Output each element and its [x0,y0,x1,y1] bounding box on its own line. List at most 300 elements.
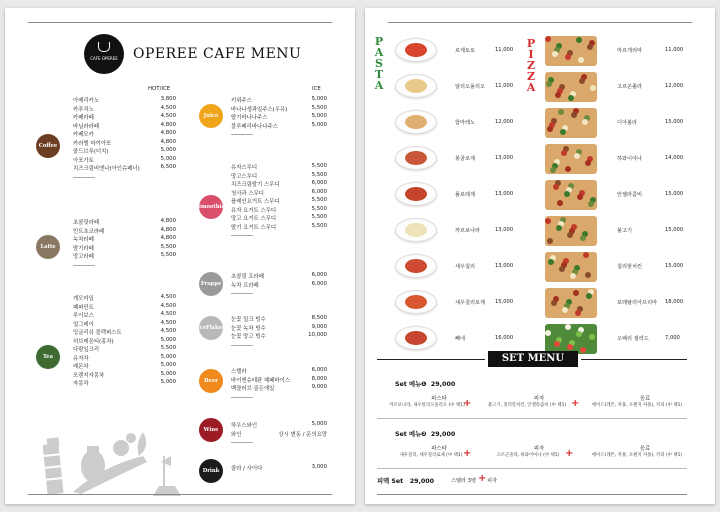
set2-pasta-desc: 새우칠리, 새우칠리로제 (中 택1) [399,453,463,458]
label-letter: I [528,48,534,61]
topping [560,129,566,135]
section-separator [231,293,253,294]
item-name: 딸기바나나주스 [231,115,268,121]
menu-item [73,227,176,235]
pasta-price: 13,000 [495,191,514,197]
top-rule-right [388,22,692,23]
item-name: 딸기라떼 [73,245,94,252]
topping [577,194,583,200]
pizza-image [545,288,597,318]
pasta-food [405,43,427,57]
topping [582,119,588,125]
topping [558,109,564,115]
label-letter: A [526,81,536,94]
menu-item [73,311,176,319]
item-price: 5,500 [311,222,327,229]
item-price: 8,500 [311,315,327,321]
section-label: Flakes [206,325,225,331]
drink-badge [199,459,223,483]
topping [551,300,557,306]
beer-set-desc-a: 스텔라 3병 [451,478,476,484]
item-name: 카페라떼 [73,115,94,121]
set2-pizza-desc: 고르곤졸라, 하와이아나 (中 택1) [496,453,560,458]
topping [589,334,595,340]
item-price: 6,000 [311,180,327,186]
pasta-name: 폴로레제 [455,192,476,198]
pasta-price: 13,000 [495,155,514,161]
item-price: 4,800 [160,218,176,224]
item-name: 망고스무디 [231,173,258,180]
item-price: 6,500 [160,164,176,170]
smoothie-badge [199,195,223,219]
item-name: 카페모카 [73,132,94,138]
item-price: 5,500 [311,197,327,203]
item-price: 5,000 [160,155,176,162]
pasta-dish-image [395,326,437,350]
pasta-price: 11,000 [495,47,514,53]
item-price: 3,000 [311,464,327,470]
item-price: 5,000 [160,370,176,377]
pasta-price: 13,000 [495,227,514,233]
set1-name: Set 메뉴❶ 29,000 [395,381,456,388]
pasta-dish-image [395,74,437,98]
item-price: 4,800 [160,130,176,136]
pasta-dish-image [395,110,437,134]
topping [585,160,591,166]
menu-item [73,235,176,243]
topping [576,331,582,337]
beer-set-desc-b: 피자 [487,478,498,484]
menu-item [231,464,327,472]
set-menu-line-right [581,359,687,360]
section-label: Latte [40,244,56,250]
topping [585,272,591,278]
topping [555,92,561,98]
menu-item [231,214,327,222]
item-price: 5,000 [160,336,176,343]
menu-title: OPEREE CAFE MENU [133,46,302,62]
item-name: 와인 [231,431,242,438]
topping [548,259,554,265]
plus-icon: + [571,398,580,409]
topping [578,57,584,63]
topping [546,81,552,87]
menu-item [73,113,176,121]
section-label: Drink [202,468,220,474]
item-name: 딸기 요거트 스무디 [231,224,277,231]
hot-ice-header: HOT/ICE [148,86,171,92]
coffee-cup-icon [98,42,110,52]
ice-header: ICE [312,86,321,92]
topping [564,191,570,197]
set1-pizza-desc: 불고기, 칠리핫치킨, 안젤라콤비 (中 택1) [487,403,567,408]
pizza-name: 마르게리따 [617,48,643,54]
item-name: 초콜릿라떼 [73,220,100,226]
item-name: 아포가토 [73,157,94,164]
section-separator [231,235,253,236]
item-name: 루이보스 [73,313,94,319]
ice-flakes-badge [199,316,223,340]
pasta-food [405,331,427,345]
pasta-name: 로제토로 [455,48,476,54]
menu-item [73,96,176,104]
pizza-image [545,252,597,282]
pizza-name: 안젤라콤비 [617,192,643,198]
topping [574,153,580,159]
pasta-name: 봉골로제 [455,156,476,162]
set-menu-line-left [377,359,485,360]
item-name: 벡클러브 골든에일 [231,386,275,392]
menu-item [73,354,176,362]
plus-icon: + [565,448,574,459]
menu-item [231,367,327,375]
menu-item [73,303,176,311]
pizza-price: 15,000 [665,119,684,125]
item-name: 하우스와인 [231,423,258,429]
pasta-food [405,259,427,273]
section-separator [73,177,95,178]
topping [562,307,568,313]
item-name: 바나나생과일주스(우유) [231,106,288,113]
menu-item [231,272,327,280]
menu-item [73,164,176,172]
topping [552,51,558,57]
menu-item [231,223,327,231]
item-name: 오렌지자몽차 [73,372,105,379]
item-name: 스텔라 [231,369,247,375]
item-name: 치즈크림비엔나(아인슈페너) [73,166,140,172]
section-separator [231,397,253,398]
coffee-badge [36,134,60,158]
item-price: 4,500 [160,302,176,309]
item-price: 10,000 [308,332,327,338]
menu-item [231,430,327,438]
item-price: 5,500 [311,171,327,178]
pasta-price: 11,000 [495,83,514,89]
item-price: 6,000 [311,280,327,287]
item-name: 콜드브루(더치) [73,149,109,155]
item-price: 6,000 [311,272,327,278]
menu-item [231,324,327,332]
section-label: Frappe [200,281,222,287]
menu-item [231,122,327,130]
beer-badge [199,369,223,393]
bottom-rule [28,494,332,495]
item-price: 5,500 [311,163,327,169]
set2-drink-desc: 에이드(레몬, 자몽, 오렌지 자몽), 커피 (中 택1) [591,453,683,458]
pizza-name: 불고기 [617,228,633,234]
menu-item [231,105,327,113]
item-price: 4,800 [160,235,176,241]
topping [545,36,551,42]
item-price: 4,500 [160,328,176,334]
item-price: 4,800 [160,226,176,233]
set1-pasta-desc: 까르보나라, 새우알리오올리오 (中 택1) [389,403,465,408]
cafe-logo [84,34,124,74]
menu-item [73,156,176,164]
pasta-name: 새우칠리로제 [455,300,486,306]
section-label: Smoothie [197,204,225,210]
menu-item [231,315,327,323]
section-label: Wine [203,427,219,433]
set2-pasta-head: 파스타 [431,446,447,452]
menu-item [73,105,176,113]
item-name: 콜라 / 사이다 [231,466,263,472]
topping [571,112,577,118]
topping [587,44,593,50]
item-name: 아메리카노 [73,98,100,104]
item-price: 5,500 [311,205,327,212]
item-price: 5,000 [311,113,327,119]
topping [547,238,553,244]
item-name: 유자 요거트 스무디 [231,207,277,214]
item-name: 유자스무디 [231,165,258,171]
pasta-price: 13,000 [495,263,514,269]
item-price: 4,800 [160,121,176,128]
item-name: 망고라떼 [73,254,94,260]
topping [545,218,551,224]
item-price: 5,000 [311,121,327,128]
item-name: 바닐라라떼 [73,123,100,130]
pizza-section-label [525,38,537,93]
item-price: 6,000 [311,367,327,373]
pizza-price: 14,000 [665,155,684,161]
item-price: 5,500 [160,345,176,351]
item-name: 망고 요거트 스무디 [231,216,277,222]
divider [377,468,687,469]
item-name: 바이엔슈테판 헤페바이스 [231,377,290,384]
menu-item [231,180,327,188]
pasta-dish-image [395,254,437,278]
topping [570,273,576,279]
topping [580,235,586,241]
topping [565,54,571,60]
topping [561,150,567,156]
item-price: 4,500 [160,311,176,317]
pasta-food [405,223,427,237]
pizza-price: 18,000 [665,299,684,305]
pizza-price: 12,000 [665,83,684,89]
menu-item [231,189,327,197]
pasta-name: 뻬네 [455,336,466,342]
item-name: 레몬차 [73,364,89,370]
section-separator [231,442,253,443]
menu-item [73,320,176,328]
set2-name: Set 메뉴❷ 29,000 [395,431,456,438]
item-price: 5,500 [311,214,327,220]
item-name: 잉글리쉬 블랙퍼스트 [73,330,122,336]
section-label: Juice [203,113,219,119]
plus-icon: + [463,448,472,459]
pizza-name: 하와이아나 [617,156,643,162]
item-name: 민트초코라떼 [73,228,105,235]
topping [580,347,586,353]
section-label: Ice [197,325,207,331]
menu-item [73,130,176,138]
menu-item [231,172,327,180]
item-name: 카푸치노 [73,106,94,113]
item-name: 유자차 [73,355,89,362]
item-price: 4,500 [160,294,176,300]
set2-drink-head: 음료 [639,446,651,452]
pizza-image [545,36,597,66]
item-price: 5,000 [311,96,327,102]
pizza-price: 15,000 [665,191,684,197]
item-price: 5,000 [160,147,176,153]
label-letter: A [374,46,384,59]
menu-item [73,294,176,302]
pasta-dish-image [395,38,437,62]
pizza-price: 11,000 [665,47,684,53]
logo-text: CAFE OPEREE [90,56,118,61]
tea-badge [36,345,60,369]
topping [556,225,562,231]
juice-badge [199,104,223,128]
item-name: 다람잎크리 [73,347,100,353]
item-price: 5,500 [160,252,176,258]
item-price: 4,500 [160,113,176,119]
menu-item [231,113,327,121]
topping [559,266,565,272]
menu-item [231,384,327,392]
pasta-section-label [373,36,385,91]
menu-item [73,147,176,155]
top-rule [28,22,332,23]
topping [565,324,571,330]
pasta-food [405,151,427,165]
set1-pasta-head: 파스타 [431,396,447,402]
topping [547,126,553,132]
pasta-price: 15,000 [495,299,514,305]
item-name: 눈꽃 밀크 빙수 [231,317,266,323]
item-name: 카라멜 마끼아또 [73,140,112,147]
topping [579,78,585,84]
plus-icon: + [463,398,472,409]
item-price: 5,000 [160,379,176,385]
pasta-food [405,295,427,309]
menu-item [73,345,176,353]
menu-item [73,362,176,370]
topping [568,95,574,101]
pasta-dish-image [395,182,437,206]
item-name: 얼그레이 [73,321,94,328]
menu-item [231,163,327,171]
plus-icon: + [478,473,487,484]
item-name: 초콜릿 프라페 [231,274,264,280]
pasta-name: 새우칠리 [455,264,476,270]
label-letter: Z [526,59,536,72]
menu-item [231,281,327,289]
divider [377,418,687,419]
item-name: 눈꽃 녹차 빙수 [231,325,266,332]
pizza-price: 7,000 [665,335,680,341]
item-price: 9,000 [311,323,327,330]
label-letter: T [374,68,384,81]
item-name: 녹차라떼 [73,237,94,243]
item-name: 자몽차 [73,381,89,387]
menu-item [231,197,327,205]
pasta-name: 알리오올리오 [455,84,486,90]
topping [545,330,551,336]
menu-page-left [5,8,355,504]
item-price: 4,500 [160,319,176,326]
menu-item [231,206,327,214]
menu-item [73,252,176,260]
item-name: 키위주스 [231,98,252,104]
item-name: 페퍼민트 [73,304,94,311]
set-menu-title: SET MENU [488,351,578,367]
pasta-price: 12,000 [495,119,514,125]
pasta-food [405,187,427,201]
topping [557,200,563,206]
item-price: 5,000 [160,353,176,360]
item-name: 치즈크림딸기 스무디 [231,182,280,188]
item-name: 녹차 프라페 [231,282,259,289]
menu-item [231,376,327,384]
item-name: 청사과 스무디 [231,190,264,197]
item-price: 5,000 [311,421,327,427]
pizza-price: 15,000 [665,263,684,269]
topping [586,293,592,299]
menu-item [73,337,176,345]
topping [567,232,573,238]
item-name: 눈꽃 망고 빙수 [231,334,266,340]
item-price: 상시 변동 / 문의요망 [278,431,327,438]
topping [565,166,571,172]
pizza-name: 칠리핫치킨 [617,264,643,270]
section-label: Beer [204,378,218,384]
pizza-image [545,72,597,102]
pasta-dish-image [395,146,437,170]
item-name: 블루베리바나나주스 [231,123,278,130]
menu-item [73,244,176,252]
latte-badge [36,235,60,259]
menu-item [73,328,176,336]
section-label: Tea [43,354,53,360]
item-price: 4,800 [160,138,176,145]
section-label: Coffee [38,143,58,149]
pasta-dish-image [395,290,437,314]
topping [553,184,559,190]
pasta-name: 함마레노 [455,120,476,126]
bottom-rule-right [377,494,687,495]
pizza-price: 15,000 [665,227,684,233]
item-price: 4,500 [160,104,176,111]
topping [590,85,596,91]
section-separator [73,265,95,266]
label-letter: S [375,57,383,70]
menu-item [73,139,176,147]
label-letter: P [526,37,536,50]
section-separator [231,345,253,346]
pizza-name: 포레탈리아프리마 [617,300,658,306]
item-name: 플레인요거트 스무디 [231,199,280,205]
wine-badge [199,418,223,442]
set1-pizza-head: 피자 [533,396,545,402]
topping [573,290,579,296]
pizza-name: 고르곤졸라 [617,84,643,90]
topping [583,252,589,258]
item-name: 허브레몬티(홍차) [73,338,114,345]
frappe-badge [199,272,223,296]
topping [550,167,556,173]
pasta-name: 까르보나라 [455,228,481,234]
section-separator [231,134,253,135]
label-letter: P [374,35,384,48]
set1-drink-head: 음료 [639,396,651,402]
menu-item [231,332,327,340]
set1-drink-desc: 에이드(레몬, 자몽, 오렌지 자몽), 커피 (中 택1) [591,403,683,408]
